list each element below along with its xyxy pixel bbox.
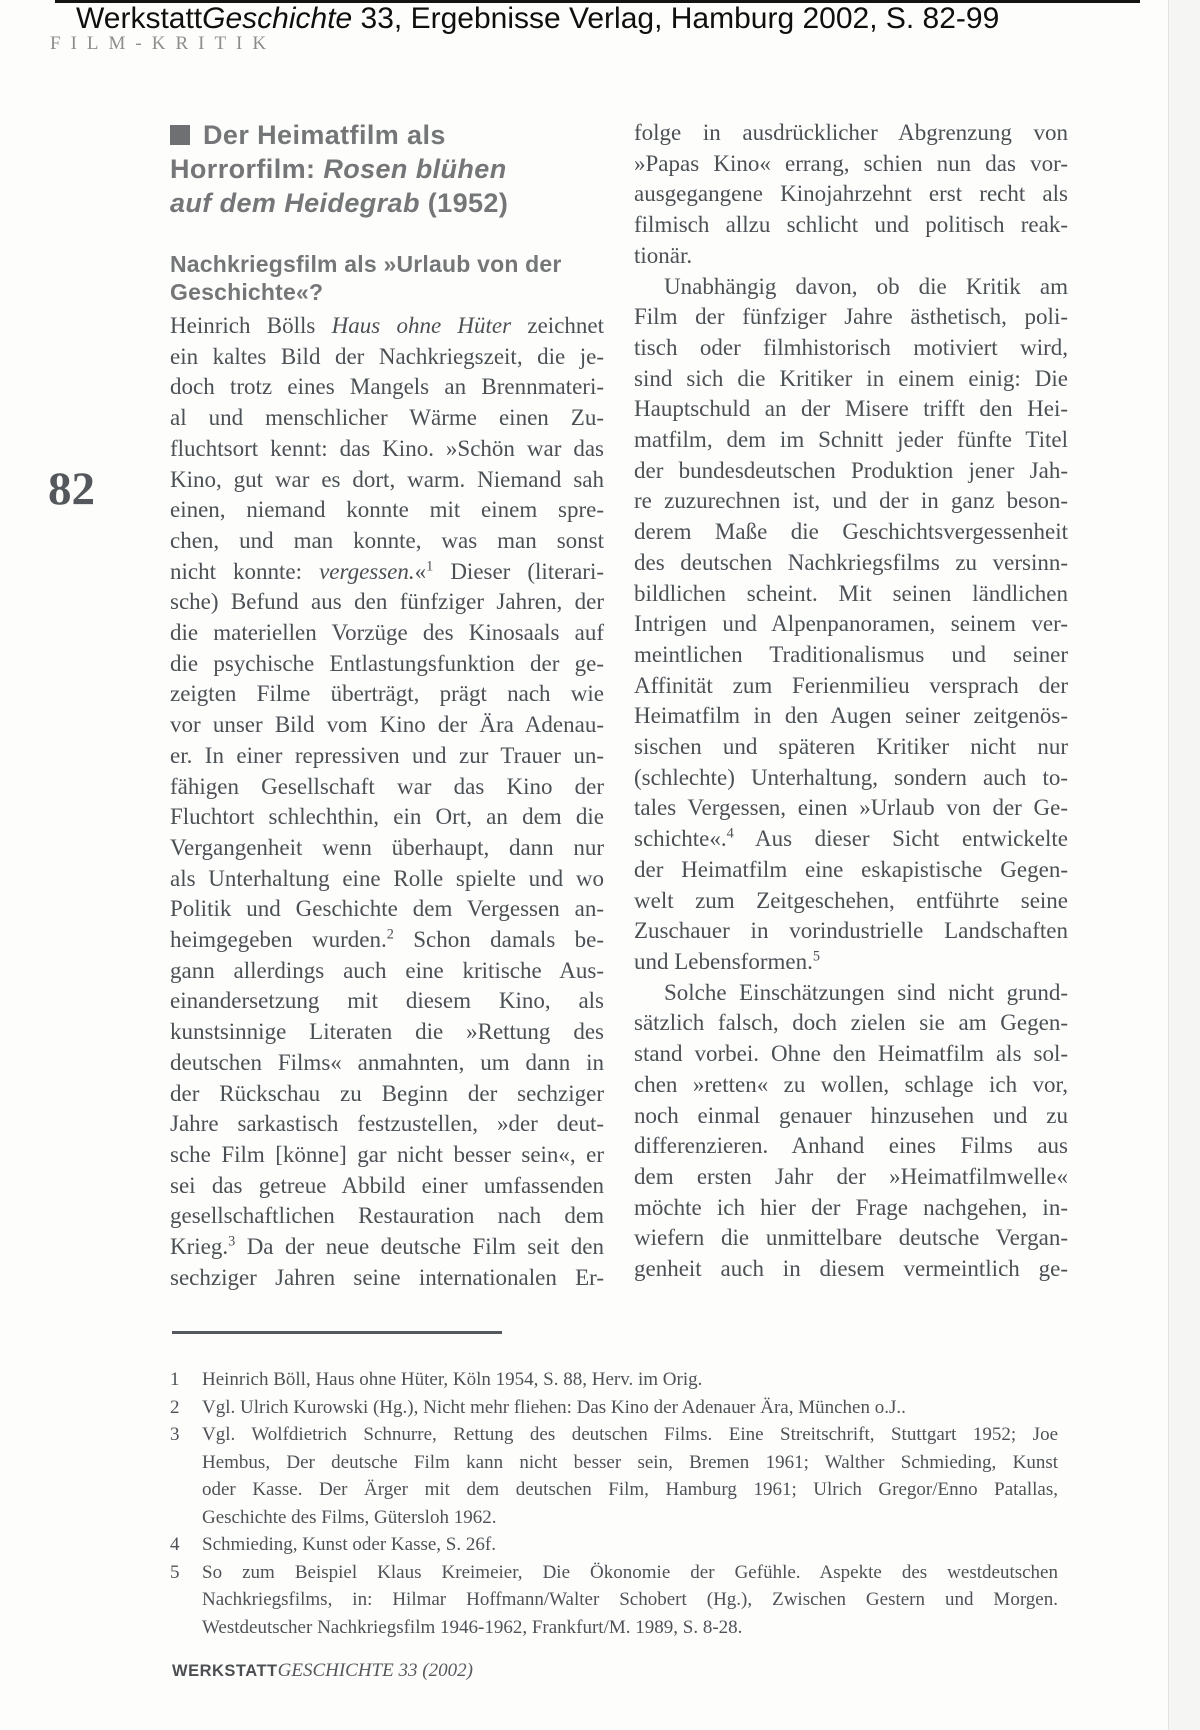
left-column xyxy=(170,118,604,1294)
page-number: 82 xyxy=(48,463,95,515)
title-line-2: Horrorfilm: Rosen blühen xyxy=(170,154,507,184)
journal-name: WERKSTATT xyxy=(172,1662,278,1680)
footnote-separator-rule xyxy=(172,1331,502,1334)
footnote-text: Heinrich Böll, Haus ohne Hüter, Köln 1954, S. 88, Herv. im Orig. xyxy=(202,1369,703,1390)
left-column-text: Heinrich Bölls Haus ohne Hüter zeichnet ein kaltes Bild der Nachkriegszeit, die je- doch trotz eines Mangels an Brennmateri- al und menschlicher Wärme einen Zu- fluchtsort kennt: das Kino. »Schön war das Kino, gut war es dort, warm. Niemand sah einen, niemand konnte mit einem spre- chen, und man konnte, was man sonst nicht konnte: vergessen.«$^1$ Dieser (literari- sche) Befund aus den fünfziger Jahren, der die materiellen Vorzüge des Kinosaals auf die psychische Entlastungsfunktion der ge- zeigten Filme überträgt, prägt nach wie vor unser Bild vom Kino der Ära Adenau- er. In einer repressiven und zur Trauer un- fähigen Gesellschaft war das Kino der Fluchtort schlechthin, ein Ort, an dem die Vergangenheit wenn überhaupt, dann nur als Unterhaltung eine Rolle spielte und wo Politik und Geschichte dem Vergessen an- heimgegeben wurden.$^2$ Schon damals be- gann allerdings auch eine kritische Aus- einandersetzung mit diesem Kino, als kunstsinnige Literaten die »Rettung des deutschen Films« anmahnten, um dann in der Rückschau zu Beginn der sechziger Jahre sarkastisch festzustellen, »der deut- sche Film [könne] gar nicht besser sein«, er sei das getreue Abbild einer umfassenden gesellschaftlichen Restauration nach dem Krieg.$^3$ Da der neue deutsche Film seit den sechziger Jahren seine internationalen Er- xyxy=(170,313,605,1290)
scan-right-edge-band xyxy=(1168,0,1200,1730)
journal-footer xyxy=(172,1660,473,1682)
journal-issue-label: GESCHICHTE 33 (2002) xyxy=(277,1660,473,1681)
footnote-1 xyxy=(170,1366,1058,1394)
title-line-1 xyxy=(170,118,604,152)
subtitle-line-2: Geschichte«? xyxy=(170,279,324,305)
footnotes-block xyxy=(170,1366,1058,1641)
footnote-text: So zum Beispiel Klaus Kreimeier, Die Ökonomie der Gefühle. Aspekte des westdeutschen Nachkriegsfilms, in: Hilmar Hoffmann/Walter Schobert (Hg.), Zwischen Gestern und Morgen. Westdeutscher Nachkriegsfilm 1946-1962, Frankfurt/M. 1989, S. 8-28. xyxy=(202,1561,1058,1638)
article-subtitle xyxy=(170,250,604,306)
title-line-3: auf dem Heidegrab (1952) xyxy=(170,188,509,218)
article-body xyxy=(170,118,1068,1294)
right-column-text: folge in ausdrücklicher Abgrenzung von »Papas Kino« errang, schien nun das vor- ausgegangene Kinojahrzehnt erst recht als filmisch allzu schlicht und politisch reak- tionär. Unabhängig davon, ob die Kritik am Film der fünfziger Jahre ästhetisch, poli- tisch oder filmhistorisch motiviert wird, sind sich die Kritiker in einem einig: Die Hauptschuld an der Misere trifft den Hei- matfilm, dem im Schnitt jeder fünfte Titel der bundesdeutschen Produktion jener Jah- re zuzurechnen ist, und der in ganz beson- derem Maße die Geschichtsvergessenheit des deutschen Nachkriegsfilms zu versinn- bildlichen scheint. Mit seinen ländlichen Intrigen und Alpenpanoramen, seinem ver- meintlichen Traditionalismus und seiner Affinität zum Ferienmilieu versprach der Heimatfilm in den Augen seiner zeitgenös- sischen und späteren Kritiker nicht nur (schlechte) Unterhaltung, sondern auch to- tales Vergessen, einen »Urlaub von der Ge- schichte«.$^4$ Aus dieser Sicht entwickelte der Heimatfilm eine eskapistische Gegen- welt zum Zeitgeschehen, entführte seine Zuschauer in vorindustrielle Landschaften und Lebensformen.$^5$ Solche Einschätzungen sind nicht grund- sätzlich falsch, doch zielen sie am Gegen- stand vorbei. Ohne den Heimatfilm als sol- chen »retten« zu wollen, schlage ich vor, noch einmal genauer hinzusehen und zu differenzieren. Anhand eines Films aus dem ersten Jahr der »Heimatfilmwelle« möchte ich hier der Frage nachgehen, in- wiefern die unmittelbare deutsche Vergan- genheit auch in diesem vermeintlich ge- xyxy=(634,120,1068,1282)
footnote-number: 4 xyxy=(170,1534,180,1555)
citation-header: WerkstattGeschichte 33, Ergebnisse Verlag, Hamburg 2002, S. 82-99 xyxy=(76,2,1000,35)
section-rubric: FILM-KRITIK xyxy=(50,33,277,54)
footnote-5 xyxy=(170,1559,1058,1642)
footnote-number: 3 xyxy=(170,1424,180,1445)
footnote-4 xyxy=(170,1531,1058,1559)
footnote-text: Vgl. Ulrich Kurowski (Hg.), Nicht mehr fliehen: Das Kino der Adenauer Ära, München o.J.. xyxy=(202,1396,906,1418)
title-line-1-text: Der Heimatfilm als xyxy=(203,120,446,150)
footnote-number: 5 xyxy=(170,1561,180,1583)
subtitle-line-1: Nachkriegsfilm als »Urlaub von der xyxy=(170,251,562,277)
footnote-3 xyxy=(170,1421,1058,1531)
footnote-number: 2 xyxy=(170,1396,180,1418)
title-bullet-square-icon xyxy=(170,125,190,145)
footnote-2 xyxy=(170,1394,1058,1422)
footnote-number: 1 xyxy=(170,1369,180,1390)
article-title xyxy=(170,118,604,220)
footnote-text: Schmieding, Kunst oder Kasse, S. 26f. xyxy=(202,1534,496,1555)
footnote-text: Vgl. Wolfdietrich Schnurre, Rettung des deutschen Films. Eine Streitschrift, Stuttgart 1952; Joe Hembus, Der deutsche Film kann nicht besser sein, Bremen 1961; Walther Schmieding, Kunst oder Kasse. Der Ärger mit dem deutschen Film, Hamburg 1961; Ulrich Gregor/Enno Patallas, Geschichte des Films, Gütersloh 1962. xyxy=(202,1424,1058,1528)
right-column xyxy=(634,118,1068,1294)
